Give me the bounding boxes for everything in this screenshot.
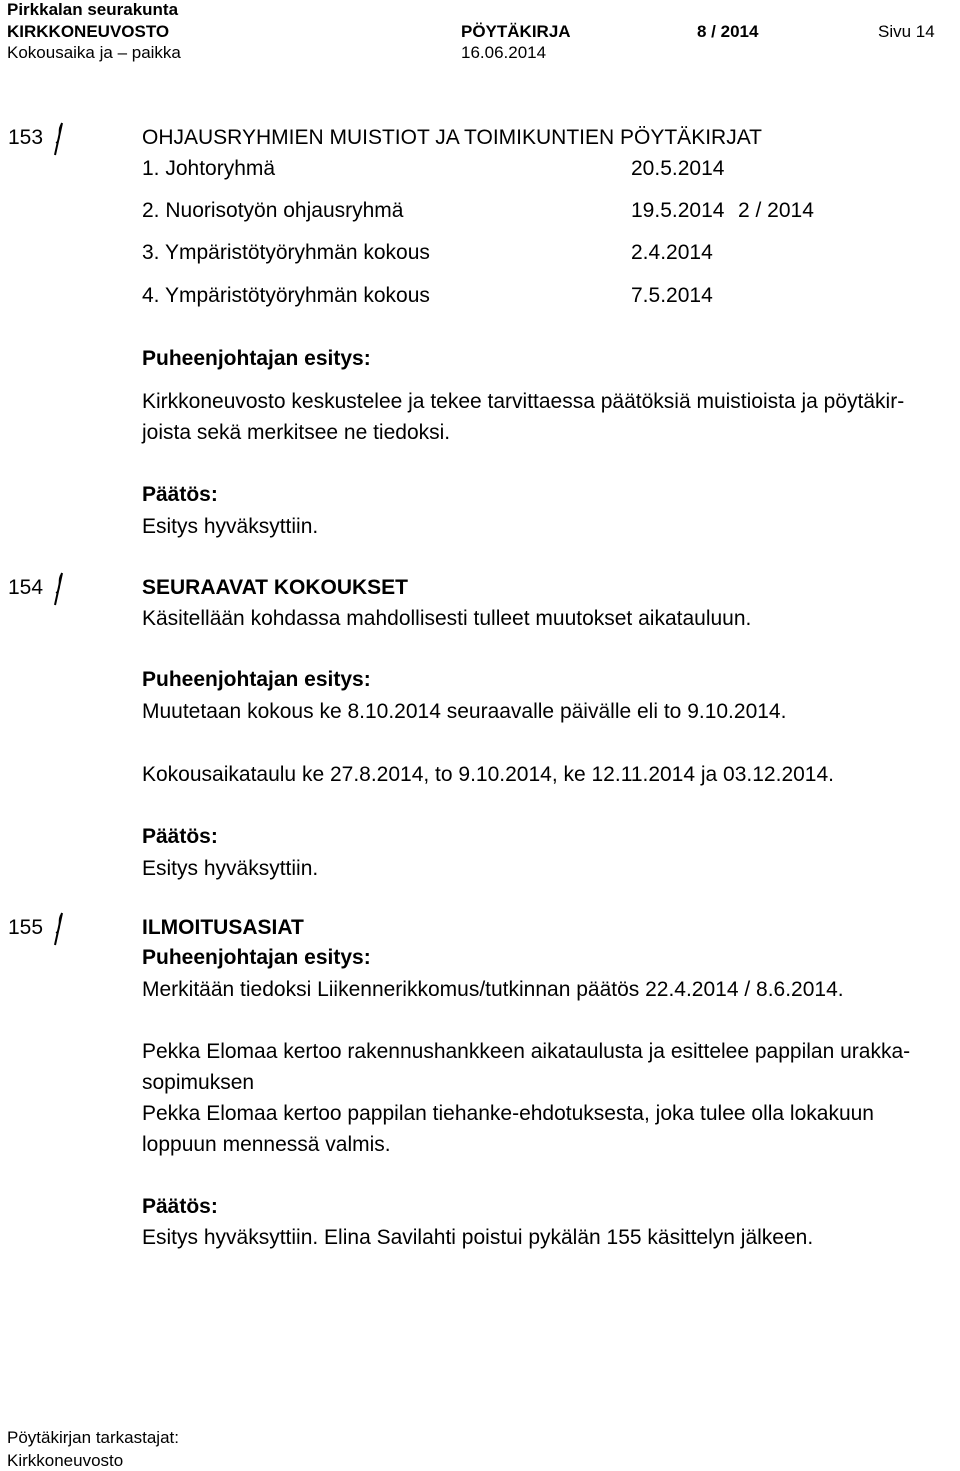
proposal-text: Muutetaan kokous ke 8.10.2014 seuraavalle päivälle eli to 9.10.2014. bbox=[142, 700, 787, 723]
header-org: Pirkkalan seurakunta bbox=[7, 0, 179, 19]
list-item-label: 1. Johtoryhmä bbox=[142, 157, 276, 180]
decision-text: Esitys hyväksyttiin. bbox=[142, 857, 319, 880]
decision-label: Päätös: bbox=[142, 825, 218, 848]
paragraph-text: sopimuksen bbox=[142, 1071, 255, 1094]
section-title-154: SEURAAVAT KOKOUKSET bbox=[142, 576, 409, 599]
list-item-date: 20.5.2014 bbox=[631, 157, 725, 180]
section-number-154: 154 bbox=[8, 576, 44, 599]
section-title-153: OHJAUSRYHMIEN MUISTIOT JA TOIMIKUNTIEN PÖYTÄKIRJAT bbox=[142, 126, 762, 149]
section-number-155: 155 bbox=[8, 916, 44, 939]
list-item-label: 3. Ympäristötyöryhmän kokous bbox=[142, 241, 430, 264]
section-title-155: ILMOITUSASIAT bbox=[142, 916, 304, 939]
footer-body: Kirkkoneuvosto bbox=[7, 1451, 124, 1470]
section-number-153: 153 bbox=[8, 126, 44, 149]
header-date: 16.06.2014 bbox=[461, 43, 547, 62]
proposal-label: Puheenjohtajan esitys: bbox=[142, 668, 371, 691]
decision-text: Esitys hyväksyttiin. Elina Savilahti poistui pykälän 155 käsittelyn jälkeen. bbox=[142, 1226, 814, 1249]
header-page: Sivu 14 bbox=[878, 22, 935, 41]
list-item-label: 2. Nuorisotyön ohjausryhmä bbox=[142, 199, 404, 222]
proposal-label: Puheenjohtajan esitys: bbox=[142, 946, 371, 969]
list-item-date: 7.5.2014 bbox=[631, 284, 713, 307]
list-item-date: 19.5.2014 bbox=[631, 199, 725, 222]
list-item-label: 4. Ympäristötyöryhmän kokous bbox=[142, 284, 430, 307]
paragraph-text: Pekka Elomaa kertoo pappilan tiehanke-ehdotuksesta, joka tulee olla lokakuun bbox=[142, 1102, 874, 1125]
header-number: 8 / 2014 bbox=[697, 22, 759, 41]
section-intro: Käsitellään kohdassa mahdollisesti tulleet muutokset aikatauluun. bbox=[142, 607, 752, 630]
section-sign-icon bbox=[52, 911, 66, 947]
section-sign-icon bbox=[52, 121, 66, 157]
proposal-text: Merkitään tiedoksi Liikennerikkomus/tutkinnan päätös 22.4.2014 / 8.6.2014. bbox=[142, 978, 844, 1001]
decision-text: Esitys hyväksyttiin. bbox=[142, 515, 319, 538]
section-sign-icon bbox=[52, 571, 66, 607]
list-item-extra: 2 / 2014 bbox=[738, 199, 814, 222]
paragraph-text: Pekka Elomaa kertoo rakennushankkeen aikataulusta ja esittelee pappilan urakka- bbox=[142, 1040, 911, 1063]
footer-checkers-label: Pöytäkirjan tarkastajat: bbox=[7, 1428, 179, 1447]
proposal-text: Kirkkoneuvosto keskustelee ja tekee tarvittaessa päätöksiä muistioista ja pöytäkir- bbox=[142, 390, 905, 413]
decision-label: Päätös: bbox=[142, 483, 218, 506]
paragraph-text: loppuun mennessä valmis. bbox=[142, 1133, 391, 1156]
decision-label: Päätös: bbox=[142, 1195, 218, 1218]
list-item-date: 2.4.2014 bbox=[631, 241, 713, 264]
header-body: KIRKKONEUVOSTO bbox=[7, 22, 170, 41]
header-doc-type: PÖYTÄKIRJA bbox=[461, 22, 571, 41]
proposal-text: Kokousaikataulu ke 27.8.2014, to 9.10.2014, ke 12.11.2014 ja 03.12.2014. bbox=[142, 763, 834, 786]
header-place-label: Kokousaika ja – paikka bbox=[7, 43, 181, 62]
proposal-text: joista sekä merkitsee ne tiedoksi. bbox=[142, 421, 451, 444]
proposal-label: Puheenjohtajan esitys: bbox=[142, 347, 371, 370]
